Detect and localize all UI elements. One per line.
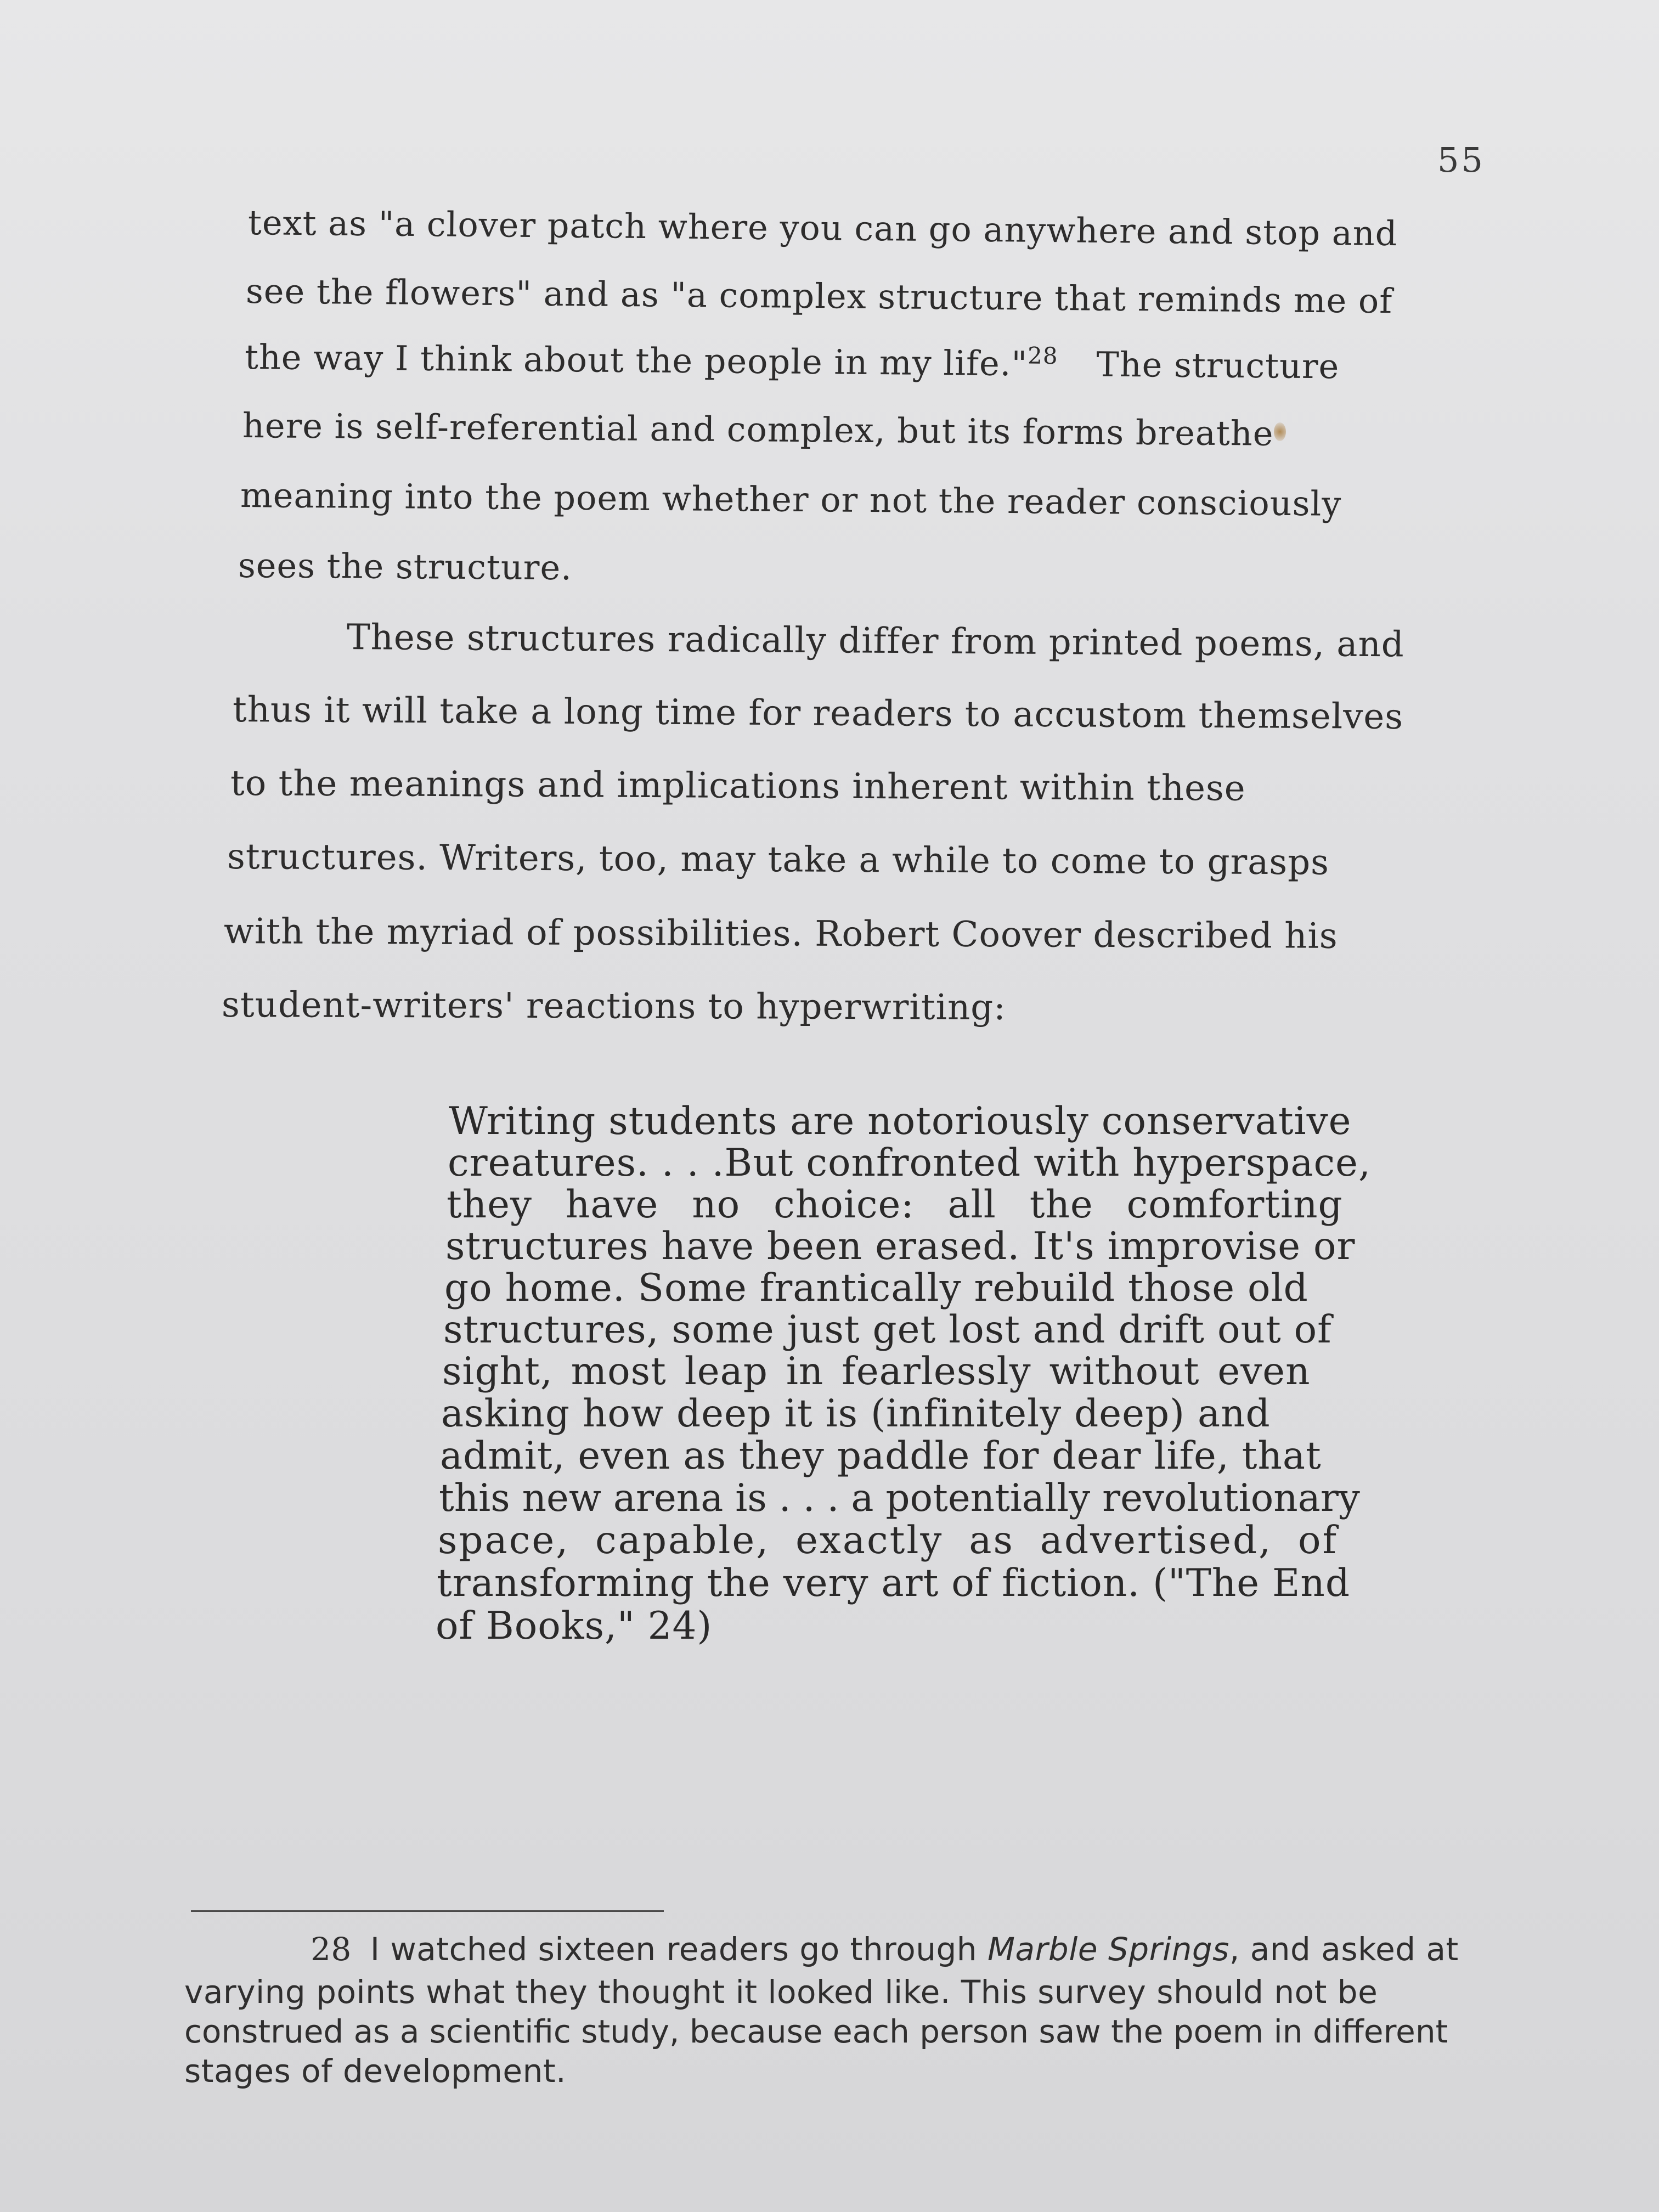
paragraph-1-line-3-text: the way I think about the people in my life." [244, 337, 1028, 384]
paragraph-1-line-3-tail: The structure [1096, 344, 1340, 387]
block-quote-line-7: sight, most leap in fearlessly without even [442, 1350, 1311, 1393]
footnote-line-4: stages of development. [184, 2052, 567, 2090]
block-quote-line-5: go home. Some frantically rebuild those old [444, 1266, 1308, 1310]
block-quote-line-12: transforming the very art of fiction. ("The End [437, 1561, 1350, 1605]
footnote-line-1-end: , and asked at [1229, 1931, 1459, 1968]
block-quote-line-11: space, capable, exactly as advertised, of [438, 1519, 1339, 1562]
block-quote-line-4: structures have been erased. It's improvise or [445, 1224, 1356, 1268]
footnote-line-2: varying points what they thought it looked like. This survey should not be [184, 1973, 1378, 2011]
block-quote-line-10: this new arena is . . . a potentially revolutionary [439, 1476, 1360, 1520]
ink-smudge [1274, 422, 1286, 441]
footnote-line-3: construed as a scientific study, because each person saw the poem in different [184, 2013, 1448, 2050]
block-quote-line-9: admit, even as they paddle for dear life, that [440, 1434, 1322, 1478]
paragraph-2-line-4: structures. Writers, too, may take a while to come to grasps [227, 837, 1330, 883]
page-number: 55 [1437, 140, 1485, 180]
footnote-italic-title: Marble Springs [988, 1931, 1229, 1968]
block-quote-line-1: Writing students are notoriously conservative [449, 1099, 1352, 1143]
footnote-reference: 28 [1027, 342, 1058, 369]
block-quote-line-8: asking how deep it is (infinitely deep) and [441, 1392, 1271, 1436]
paragraph-1-line-3 [244, 337, 1340, 387]
paragraph-2-line-6: student-writers' reactions to hyperwriting: [221, 985, 1006, 1028]
footnote-line-1-text: I watched sixteen readers go through [370, 1931, 988, 1968]
footnote-separator [191, 1910, 664, 1912]
block-quote-line-6: structures, some just get lost and drift out of [443, 1308, 1332, 1352]
block-quote-line-2: creatures. . . .But confronted with hyperspace, [448, 1141, 1371, 1185]
paragraph-1-line-6: sees the structure. [238, 545, 573, 588]
paragraph-1-line-2: see the flowers" and as "a complex structure that reminds me of [245, 271, 1393, 321]
block-quote-line-3: they have no choice: all the comforting [447, 1183, 1343, 1227]
footnote-line-1 [311, 1931, 1459, 1968]
paragraph-1-line-1: text as "a clover patch where you can go anywhere and stop and [247, 202, 1398, 254]
paragraph-2-line-2: thus it will take a long time for readers to accustom themselves [232, 690, 1404, 738]
block-quote-line-13: of Books," 24) [436, 1604, 713, 1648]
paragraph-2-line-3: to the meanings and implications inherent within these [230, 763, 1246, 809]
paragraph-1-line-4: here is self-referential and complex, but its forms breathe [242, 405, 1274, 454]
footnote-number: 28 [311, 1931, 352, 1968]
paragraph-2-line-5: with the myriad of possibilities. Robert Coover described his [223, 911, 1338, 957]
paragraph-2-line-1: These structures radically differ from printed poems, and [346, 617, 1405, 665]
paragraph-1-line-5: meaning into the poem whether or not the reader consciously [240, 475, 1342, 524]
